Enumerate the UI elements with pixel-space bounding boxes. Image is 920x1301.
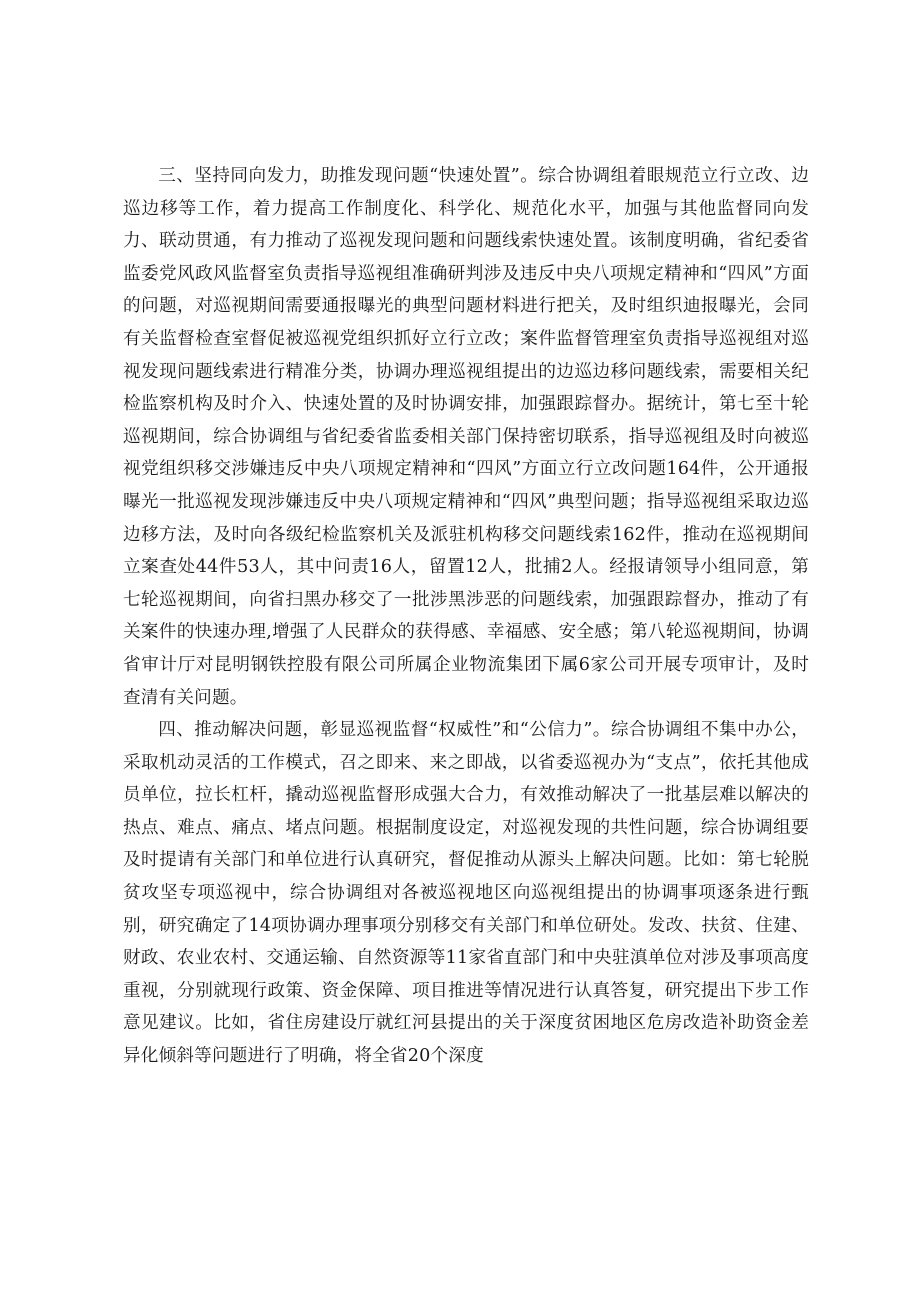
document-body bbox=[123, 160, 809, 1073]
paragraph-section-three: 三、坚持同向发力，助推发现问题“快速处置”。综合协调组着眼规范立行立改、边巡边移等工作，着力提高工作制度化、科学化、规范化水平，加强与其他监督同向发力、联动贯通，有力推动了巡视发现问题和问题线索快速处置。该制度明确，省纪委省监委党风政风监督室负责指导巡视组准确研判涉及违反中央八项规定精神和“四风”方面的问题，对巡视期间需要通报曝光的典型问题材料进行把关，及时组织迪报曝光，会同有关监督检查室督促被巡视党组织抓好立行立改；案件监督管理室负责指导巡视组对巡视发现问题线索进行精准分类，协调办理巡视组提出的边巡边移问题线索，需要相关纪检监察机构及时介入、快速处置的及时协调安排，加强跟踪督办。据统计，第七至十轮巡视期间，综合协调组与省纪委省监委相关部门保持密切联系，指导巡视组及时向被巡视党组织移交涉嫌违反中央八项规定精神和“四风”方面立行立改问题164件，公开通报曝光一批巡视发现涉嫌违反中央八项规定精神和“四风”典型问题；指导巡视组采取边巡边移方法，及时向各级纪检监察机关及派驻机构移交问题线索162件，推动在巡视期间立案查处44件53人，其中问责16人，留置12人，批捕2人。经报请领导小组同意，第七轮巡视期间，向省扫黑办移交了一批涉黑涉恶的问题线索，加强跟踪督办，推动了有关案件的快速办理,增强了人民群众的获得感、幸福感、安全感；第八轮巡视期间，协调省审计厅对昆明钢铁控股有限公司所属企业物流集团下属6家公司开展专项审计，及时查清有关问题。 bbox=[123, 166, 809, 708]
paragraph-section-four: 四、推动解决问题，彰显巡视监督“权威性”和“公信力”。综合协调组不集中办公，采取机动灵活的工作模式，召之即来、来之即战，以省委巡视办为“支点”，依托其他成员单位，拉长杠杆，撬动巡视监督形成强大合力，有效推动解决了一批基层难以解决的热点、难点、痛点、堵点问题。根据制度设定，对巡视发现的共性问题，综合协调组要及时提请有关部门和单位进行认真研究，督促推动从源头上解决问题。比如：第七轮脱贫攻坚专项巡视中，综合协调组对各被巡视地区向巡视组提出的协调事项逐条进行甄别，研究确定了14项协调办理事项分别移交有关部门和单位研处。发改、扶贫、住建、财政、农业农村、交通运输、自然资源等11家省直部门和中央驻滇单位对涉及事项高度重视，分别就现行政策、资金保障、项目推进等情况进行认真答复，研究提出下步工作意见建议。比如，省住房建设厅就红河县提出的关于深度贫困地区危房改造补助资金差异化倾斜等问题进行了明确，将全省20个深度 bbox=[123, 720, 809, 1067]
